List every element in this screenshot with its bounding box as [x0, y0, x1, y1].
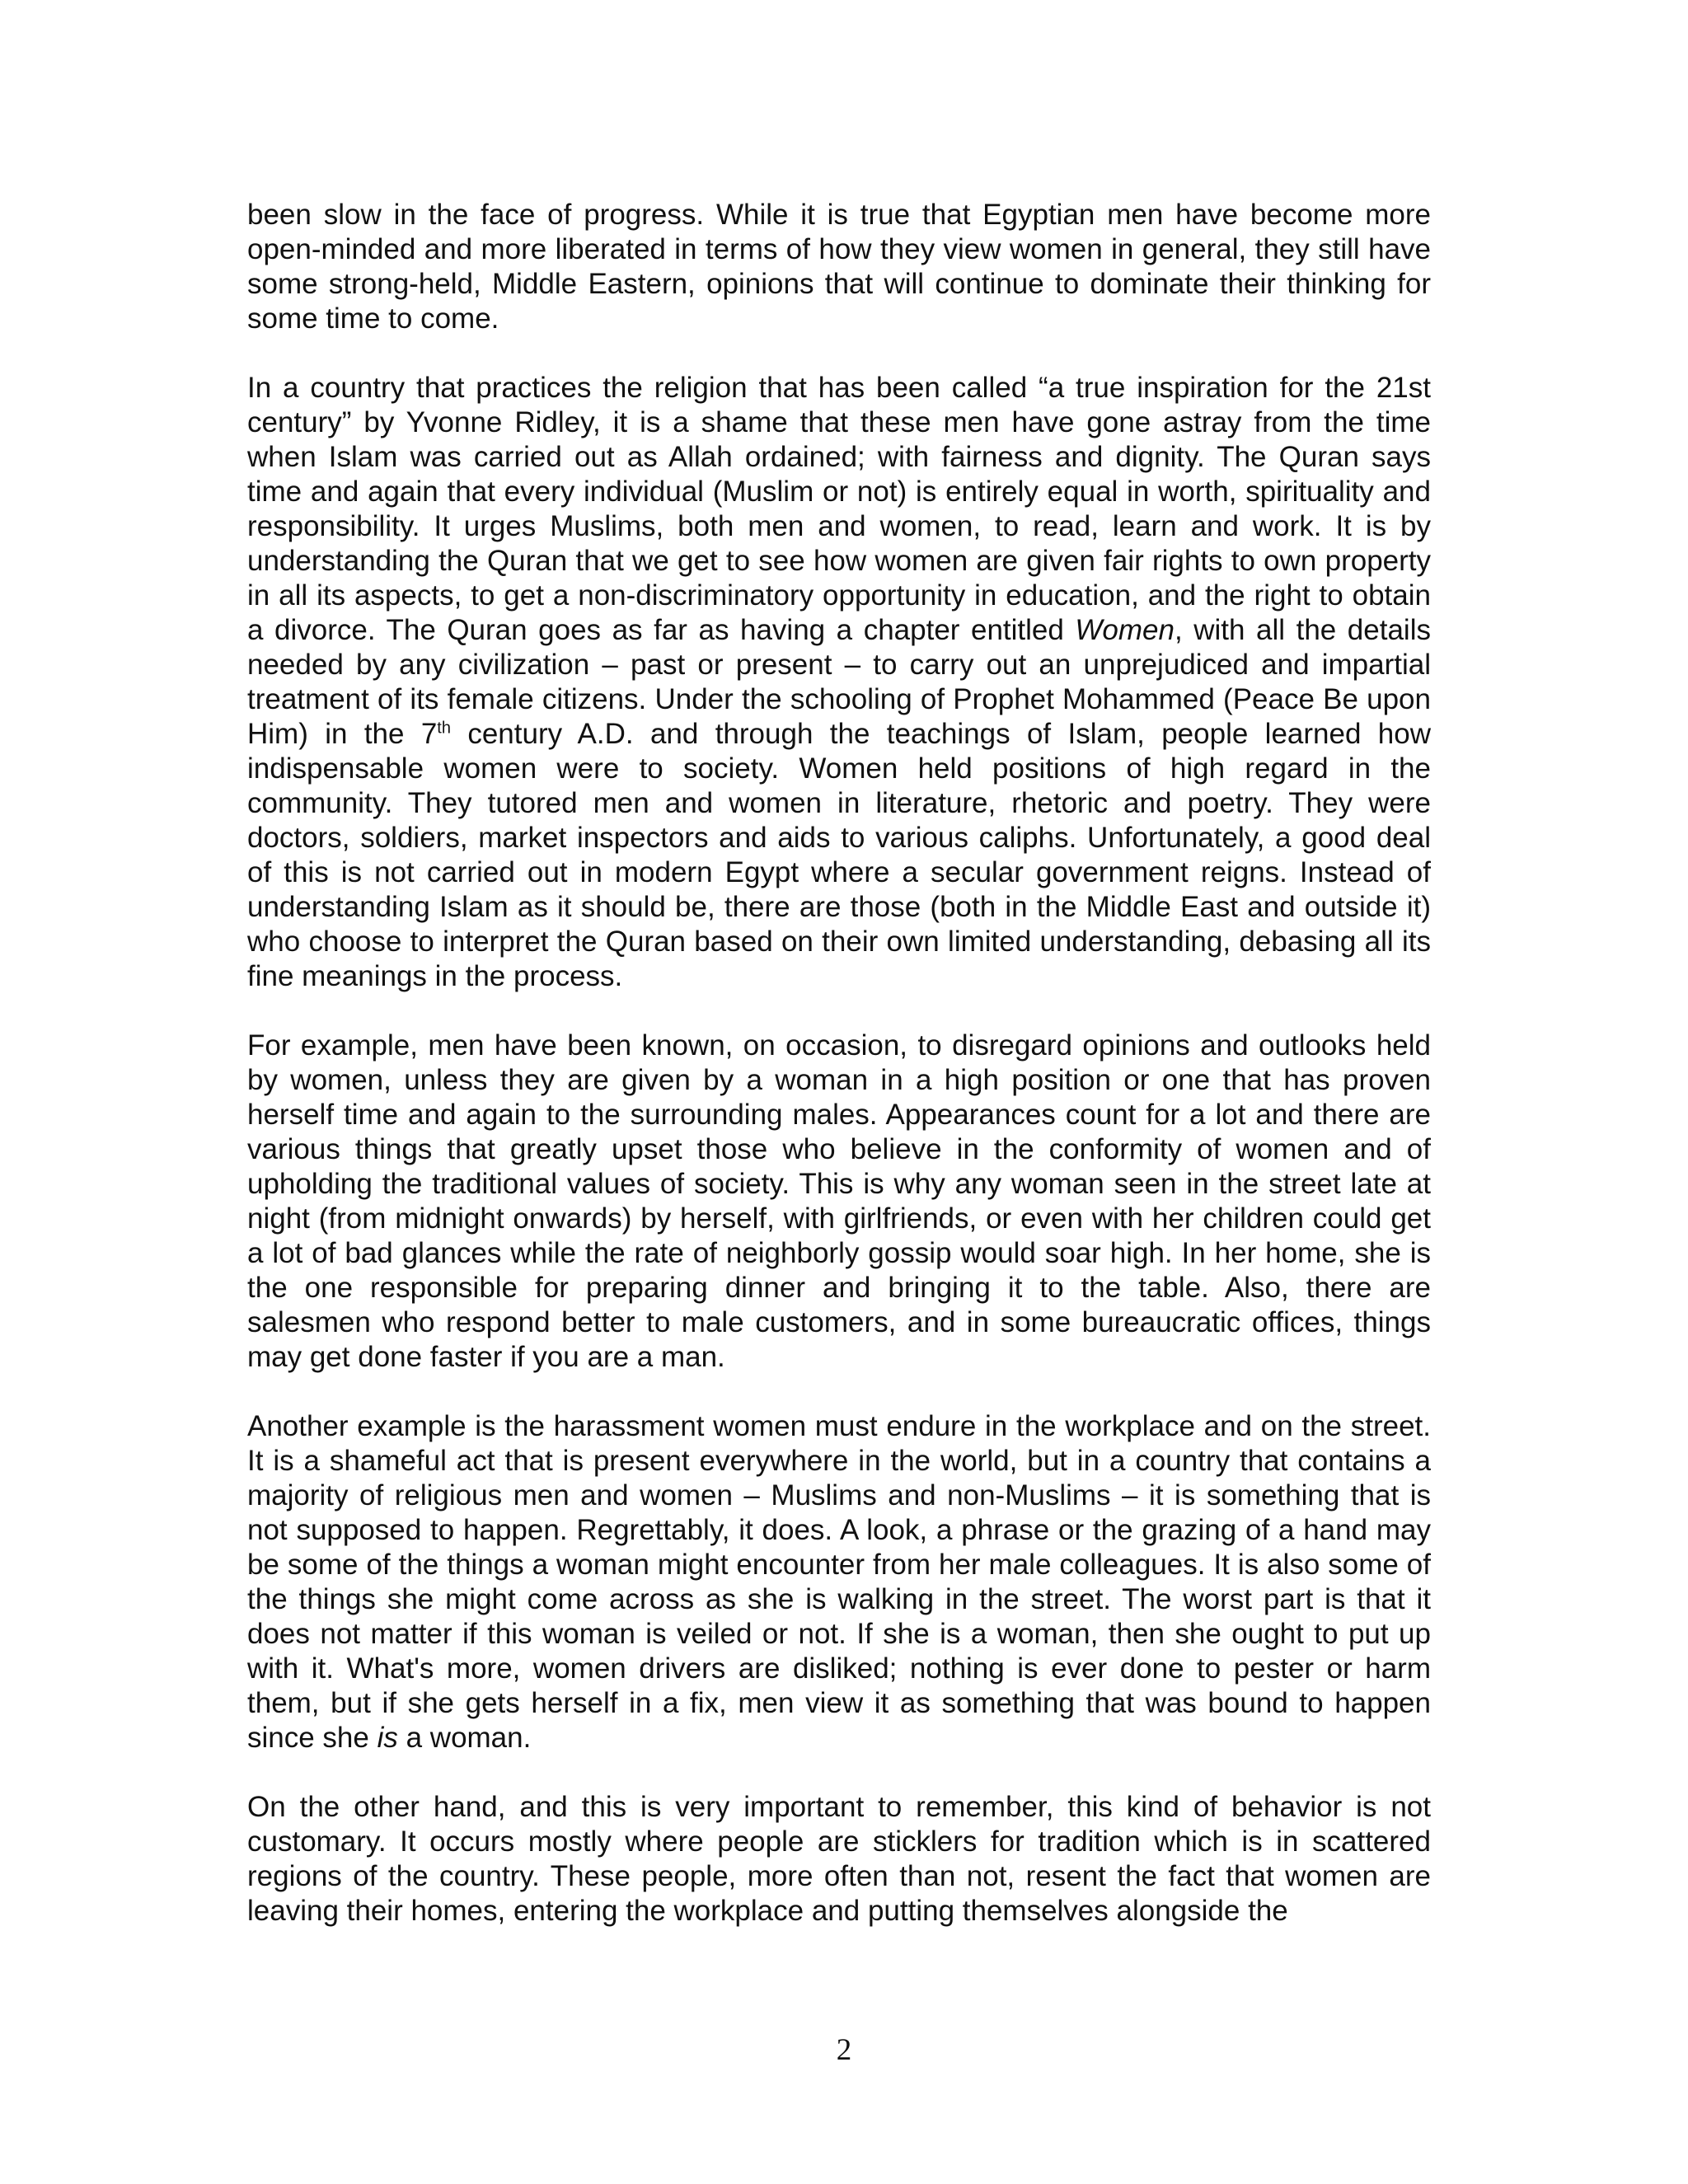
text-run: , with all the details needed by any civilization – past or present – to carry out an unprejudiced and impartial treatment of its female citizens. Under the schooling of Prophet Mohammed (Peace Be upon Him) in the 7 [247, 614, 1431, 750]
paragraph [247, 198, 1431, 336]
superscript-text: th [437, 719, 451, 738]
paragraph [247, 1029, 1431, 1375]
text-run: century A.D. and through the teachings of Islam, people learned how indispensable women were to society. Women held positions of high regard in the community. They tutored men and women in literature, rhetoric and poetry. They were doctors, soldiers, market inspectors and aids to various caliphs. Unfortunately, a good deal of this is not carried out in modern Egypt where a secular government reigns. Instead of understanding Islam as it should be, there are those (both in the Middle East and outside it) who choose to interpret the Quran based on their own limited understanding, debasing all its fine meanings in the process. [247, 718, 1431, 992]
italic-text: is [377, 1722, 398, 1754]
text-run: a woman. [397, 1722, 532, 1754]
text-run: Another example is the harassment women must endure in the workplace and on the street. It is a shameful act that is present everywhere in the world, but in a country that contains a majority of religious men and women – Muslims and non-Muslims – it is something that is not supposed to happen. Regrettably, it does. A look, a phrase or the grazing of a hand may be some of the things a woman might encounter from her male colleagues. It is also some of the things she might come across as she is walking in the street. The worst part is that it does not matter if this woman is veiled or not. If she is a woman, then she ought to put up with it. What's more, women drivers are disliked; nothing is ever done to pester or harm them, but if she gets herself in a fix, men view it as something that was bound to happen since she [247, 1410, 1431, 1754]
text-run: been slow in the face of progress. While it is true that Egyptian men have become more open-minded and more liberated in terms of how they view women in general, they still have some strong-held, Middle Eastern, opinions that will continue to dominate their thinking for some time to come. [247, 199, 1431, 335]
body-text [247, 198, 1431, 1929]
paragraph [247, 1409, 1431, 1755]
paragraph [247, 371, 1431, 994]
page-number: 2 [836, 2033, 852, 2067]
text-run: In a country that practices the religion that has been called “a true inspiration for the 21st century” by Yvonne Ridley, it is a shame that these men have gone astray from the time when Islam was carried out as Allah ordained; with fairness and dignity. The Quran says time and again that every individual (Muslim or not) is entirely equal in worth, spirituality and responsibility. It urges Muslims, both men and women, to read, learn and work. It is by understanding the Quran that we get to see how women are given fair rights to own property in all its aspects, to get a non-discriminatory opportunity in education, and the right to obtain a divorce. The Quran goes as far as having a chapter entitled [247, 372, 1431, 646]
text-run: For example, men have been known, on occasion, to disregard opinions and outlooks held by women, unless they are given by a woman in a high position or one that has proven herself time and again to the surrounding males. Appearances count for a lot and there are various things that greatly upset those who believe in the conformity of women and of upholding the traditional values of society. This is why any woman seen in the street late at night (from midnight onwards) by herself, with girlfriends, or even with her children could get a lot of bad glances while the rate of neighborly gossip would soar high. In her home, she is the one responsible for preparing dinner and bringing it to the table. Also, there are salesmen who respond better to male customers, and in some bureaucratic offices, things may get done faster if you are a man. [247, 1029, 1431, 1373]
paragraph [247, 1790, 1431, 1929]
text-run: On the other hand, and this is very important to remember, this kind of behavior is not customary. It occurs mostly where people are sticklers for tradition which is in scattered regions of the country. These people, more often than not, resent the fact that women are leaving their homes, entering the workplace and putting themselves alongside the [247, 1791, 1431, 1927]
italic-text: Women [1075, 614, 1175, 646]
